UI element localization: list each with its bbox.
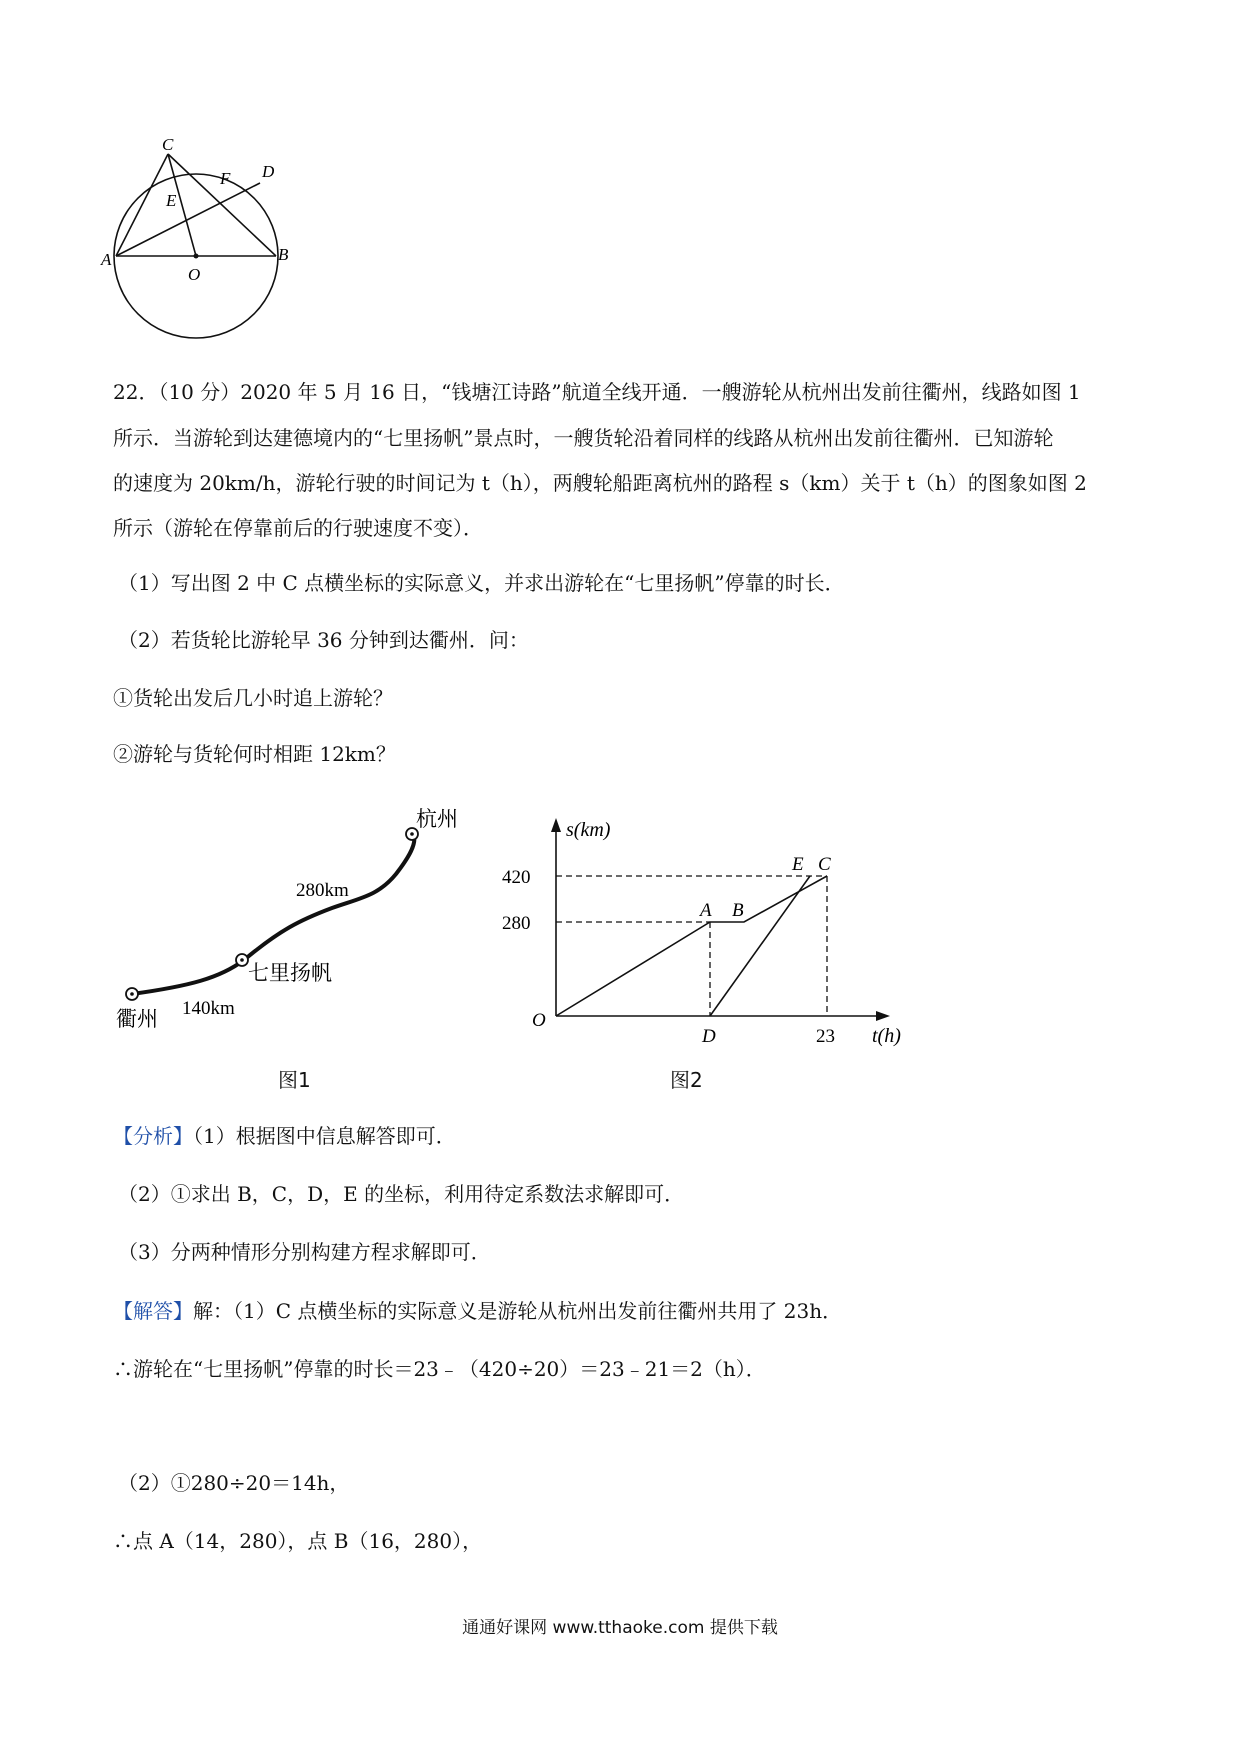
x-axis-label: t(h) <box>872 1025 901 1047</box>
figure2-caption: 图2 <box>670 1068 703 1092</box>
question-2: （2）若货轮比游轮早 36 分钟到达衢州．问： <box>118 628 529 652</box>
y-tick-420: 420 <box>502 867 531 888</box>
label-a: A <box>101 250 112 269</box>
problem-line-2: 所示．当游轮到达建德境内的“七里扬帆”景点时，一艘货轮沿着同样的线路从杭州出发前往衢州．已知游轮 <box>113 426 1054 450</box>
point-c-label: C <box>818 854 831 875</box>
problem-line-3: 的速度为 20km/h，游轮行驶的时间记为 t（h），两艘轮船距离杭州的路程 s（km）关于 t（h）的图象如图 2 <box>113 471 1087 495</box>
page-footer: 通通好课网 www.tthaoke.com 提供下载 <box>462 1618 778 1638</box>
distance-upper: 280km <box>296 880 349 901</box>
label-c: C <box>162 135 174 154</box>
x-tick-23: 23 <box>816 1026 835 1047</box>
solution-line-3: （2）①280÷20＝14h， <box>118 1471 350 1495</box>
problem-line-4: 所示（游轮在停靠前后的行驶速度不变）． <box>113 516 483 540</box>
label-b: B <box>278 245 289 264</box>
circle-geometry-figure <box>100 135 320 360</box>
analysis-line-3: （3）分两种情形分别构建方程求解即可． <box>118 1240 491 1264</box>
problem-line-1: 22．（10 分）2020 年 5 月 16 日，“钱塘江诗路”航道全线开通．一艘游轮从杭州出发前往衢州，线路如图 1 <box>113 380 1081 404</box>
question-1: （1）写出图 2 中 C 点横坐标的实际意义，并求出游轮在“七里扬帆”停靠的时长． <box>118 571 845 595</box>
analysis-line-1 <box>113 1122 456 1150</box>
point-a-label: A <box>700 900 712 921</box>
origin-label: O <box>532 1010 546 1031</box>
y-axis-label: s(km) <box>566 819 611 841</box>
solution-line-4: ∴点 A（14，280），点 B（16，280）， <box>113 1529 483 1553</box>
question-2a: ①货轮出发后几小时追上游轮？ <box>113 686 393 710</box>
label-d: D <box>262 162 275 181</box>
figure1-caption: 图1 <box>278 1068 311 1092</box>
analysis-tag: 【分析】 <box>113 1124 193 1148</box>
point-d-label: D <box>702 1026 716 1047</box>
analysis-line-2: （2）①求出 B，C，D，E 的坐标，利用待定系数法求解即可． <box>118 1182 685 1206</box>
quzhou-label: 衢州 <box>116 1007 158 1031</box>
label-o: O <box>188 265 201 284</box>
solution-line-2: ∴游轮在“七里扬帆”停靠的时长＝23﹣（420÷20）＝23﹣21＝2（h）． <box>113 1357 766 1381</box>
qili-marker <box>236 954 248 966</box>
label-e: E <box>166 191 177 210</box>
label-f: F <box>220 169 231 188</box>
qili-label: 七里扬帆 <box>248 961 332 985</box>
y-tick-280: 280 <box>502 913 531 934</box>
analysis-text-1: （1）根据图中信息解答即可． <box>193 1124 456 1148</box>
solution-text-1: 解：（1）C 点横坐标的实际意义是游轮从杭州出发前往衢州共用了 23h． <box>193 1299 843 1323</box>
st-graph-figure <box>502 800 920 1050</box>
hangzhou-label: 杭州 <box>416 807 458 831</box>
point-b-label: B <box>732 900 744 921</box>
question-2b: ②游轮与货轮何时相距 12km？ <box>113 742 396 766</box>
solution-tag: 【解答】 <box>113 1299 193 1323</box>
solution-line-1 <box>113 1297 842 1325</box>
point-e-label: E <box>792 854 804 875</box>
route-map-figure <box>110 800 490 1040</box>
distance-lower: 140km <box>182 998 235 1019</box>
quzhou-marker <box>126 988 138 1000</box>
